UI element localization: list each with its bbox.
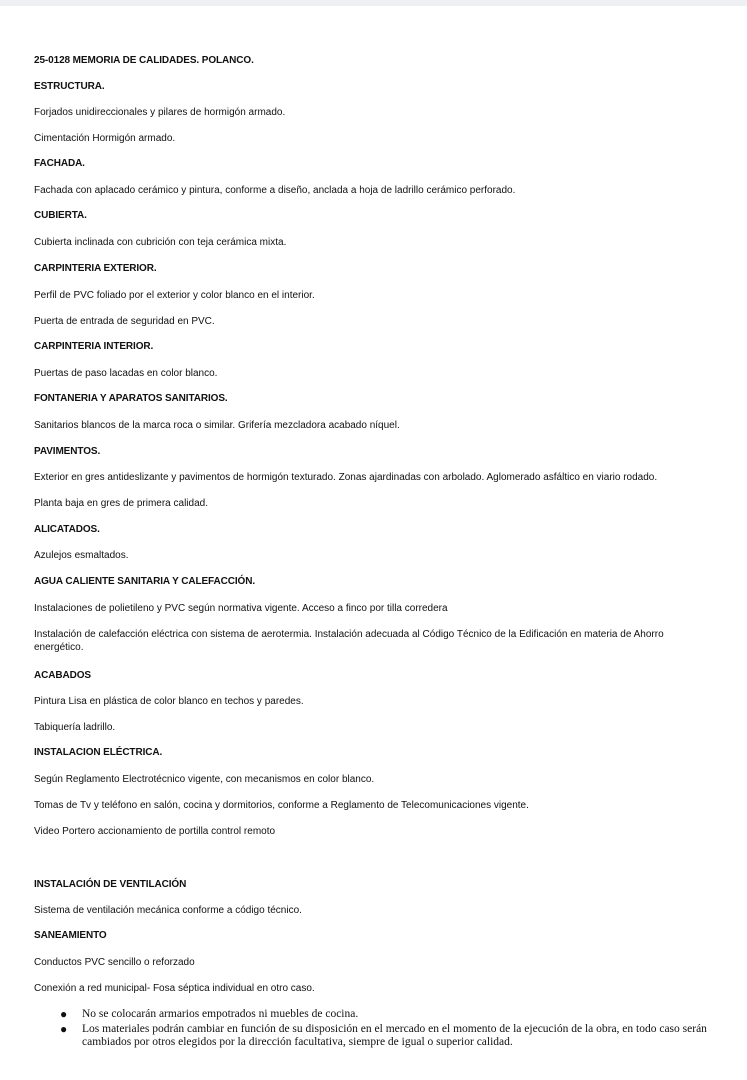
section-heading-acabados: ACABADOS [34,670,91,681]
section-heading-pavimentos: PAVIMENTOS. [34,446,101,457]
section-text: Video Portero accionamiento de portilla control remoto [34,826,276,837]
bullet-list [60,1008,720,1051]
bullet-icon: ● [60,1007,68,1021]
section-heading-carpinteria-exterior: CARPINTERIA EXTERIOR. [34,263,157,274]
bullet-icon: ● [60,1022,68,1036]
section-heading-fontaneria: FONTANERIA Y APARATOS SANITARIOS. [34,393,228,404]
section-text: Cubierta inclinada con cubrición con teja cerámica mixta. [34,237,287,248]
section-text: Cimentación Hormigón armado. [34,133,176,144]
section-text: Puertas de paso lacadas en color blanco. [34,368,218,379]
section-heading-alicatados: ALICATADOS. [34,524,100,535]
section-text: Sanitarios blancos de la marca roca o similar. Grifería mezcladora acabado níquel. [34,420,400,431]
document-title: 25-0128 MEMORIA DE CALIDADES. POLANCO. [34,55,254,66]
section-text: Conexión a red municipal- Fosa séptica individual en otro caso. [34,983,315,994]
section-heading-saneamiento: SANEAMIENTO [34,930,107,941]
section-heading-ventilacion: INSTALACIÓN DE VENTILACIÓN [34,879,187,890]
section-heading-estructura: ESTRUCTURA. [34,81,105,92]
section-text: Tabiquería ladrillo. [34,722,116,733]
section-text: Exterior en gres antideslizante y pavimentos de hormigón texturado. Zonas ajardinadas con arbolado. Aglomerado asfáltico en viario rodado. [34,472,658,483]
section-text: Perfil de PVC foliado por el exterior y color blanco en el interior. [34,290,315,301]
section-text: Pintura Lisa en plástica de color blanco en techos y paredes. [34,696,304,707]
section-text: Instalación de calefacción eléctrica con sistema de aerotermia. Instalación adecuada al Código Técnico de la Edificación en materia de Ahorro energético. [34,629,664,653]
section-heading-agua-caliente: AGUA CALIENTE SANITARIA Y CALEFACCIÓN. [34,576,256,587]
section-text: Instalaciones de polietileno y PVC según normativa vigente. Acceso a finco por tilla corredera [34,603,448,614]
section-heading-cubierta: CUBIERTA. [34,210,87,221]
section-text: Azulejos esmaltados. [34,550,129,561]
section-text: Puerta de entrada de seguridad en PVC. [34,316,215,327]
list-item [60,1008,720,1021]
section-heading-carpinteria-interior: CARPINTERIA INTERIOR. [34,341,154,352]
section-text: Tomas de Tv y teléfono en salón, cocina y dormitorios, conforme a Reglamento de Telecomunicaciones vigente. [34,800,529,811]
section-text: Sistema de ventilación mecánica conforme a código técnico. [34,905,302,916]
bullet-text: No se colocarán armarios empotrados ni muebles de cocina. [82,1008,359,1020]
section-text: Según Reglamento Electrotécnico vigente, con mecanismos en color blanco. [34,774,375,785]
section-text: Conductos PVC sencillo o reforzado [34,957,195,968]
bullet-text: Los materiales podrán cambiar en función de su disposición en el mercado en el momento de la ejecución de la obra, en todo caso serán cambiados por otros elegidos por la dirección facultativa, siempre de igual o superior calidad. [82,1023,707,1048]
section-text: Fachada con aplacado cerámico y pintura, conforme a diseño, anclada a hoja de ladrillo cerámico perforado. [34,185,516,196]
section-text: Forjados unidireccionales y pilares de hormigón armado. [34,107,286,118]
list-item [60,1023,720,1049]
section-heading-instalacion-electrica: INSTALACION ELÉCTRICA. [34,747,163,758]
section-text: Planta baja en gres de primera calidad. [34,498,208,509]
section-heading-fachada: FACHADA. [34,158,85,169]
